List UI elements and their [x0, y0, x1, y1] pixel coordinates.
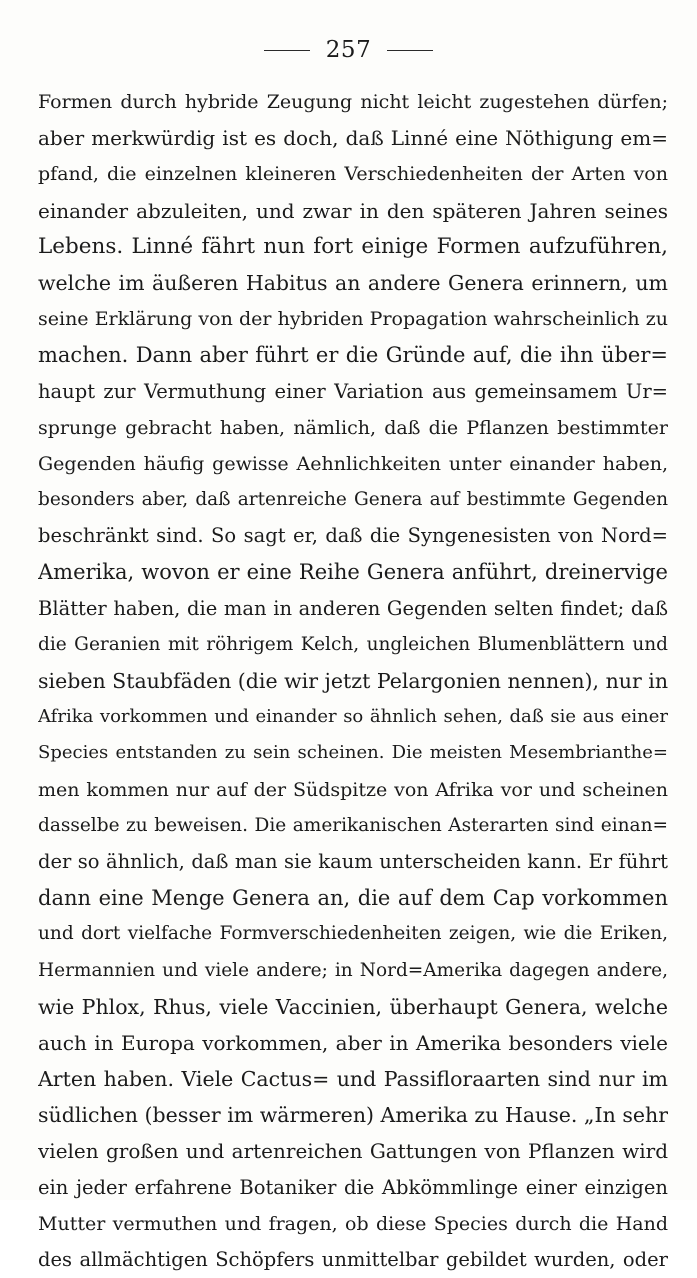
text-line: sieben Staubfäden (die wir jetzt Pelargonien nennen), nur in	[38, 669, 668, 693]
text-line: vielen großen und artenreichen Gattungen von Pflanzen wird	[38, 1139, 668, 1164]
text-line: besonders aber, daß artenreiche Genera auf bestimmte Gegenden	[38, 489, 668, 511]
text-line: des allmächtigen Schöpfers unmittelbar gebildet wurden, oder	[38, 1248, 668, 1271]
body-text	[38, 84, 668, 1278]
text-line: einander abzuleiten, und zwar in den späteren Jahren seines	[38, 198, 668, 223]
text-line: der so ähnlich, daß man sie kaum unterscheiden kann. Er führt	[38, 849, 668, 873]
text-line: beschränkt sind. So sagt er, daß die Syngenesisten von Nord=	[38, 524, 668, 548]
header-rule-left	[264, 50, 310, 51]
text-line: auch in Europa vorkommen, aber in Amerika besonders viele	[38, 1030, 668, 1055]
text-line: ein jeder erfahrene Botaniker die Abkömmlinge einer einzigen	[38, 1175, 668, 1199]
header-rule-right	[387, 50, 433, 51]
text-line: dann eine Menge Genera an, die auf dem Cap vorkommen	[38, 886, 668, 911]
text-line: welche im äußeren Habitus an andere Genera erinnern, um	[38, 270, 668, 295]
page-header	[0, 30, 697, 70]
text-line: sprunge gebracht haben, nämlich, daß die Pflanzen bestimmter	[38, 416, 668, 439]
text-line: Hermannien und viele andere; in Nord=Amerika dagegen andere,	[38, 959, 668, 981]
text-line: Species entstanden zu sein scheinen. Die meisten Mesembrianthe=	[38, 742, 668, 764]
text-line: Lebens. Linné fährt nun fort einige Formen aufzuführen,	[38, 233, 668, 259]
text-line: Amerika, wovon er eine Reihe Genera anführt, dreinervige	[38, 560, 668, 585]
text-line: südlichen (besser im wärmeren) Amerika zu Hause. „In sehr	[38, 1103, 668, 1128]
text-line: Formen durch hybride Zeugung nicht leicht zugestehen dürfen;	[38, 91, 668, 113]
text-line: die Geranien mit röhrigem Kelch, ungleichen Blumenblättern und	[38, 633, 668, 655]
text-line: machen. Dann aber führt er die Gründe auf, die ihn über=	[38, 343, 668, 368]
text-line: men kommen nur auf der Südspitze von Afrika vor und scheinen	[38, 778, 668, 801]
text-line: haupt zur Vermuthung einer Variation aus gemeinsamem Ur=	[38, 379, 668, 403]
text-line: aber merkwürdig ist es doch, daß Linné eine Nöthigung em=	[38, 126, 668, 151]
text-line: Arten haben. Viele Cactus= und Passifloraarten sind nur im	[38, 1067, 668, 1092]
page-number: 257	[325, 37, 372, 63]
text-line: und dort vielfache Formverschiedenheiten zeigen, wie die Eriken,	[38, 923, 668, 945]
text-line: Mutter vermuthen und fragen, ob diese Species durch die Hand	[38, 1212, 668, 1235]
text-line: Gegenden häufig gewisse Aehnlichkeiten unter einander haben,	[38, 452, 668, 475]
text-line: Blätter haben, die man in anderen Gegenden selten findet; daß	[38, 596, 668, 620]
text-line: pfand, die einzelnen kleineren Verschiedenheiten der Arten von	[38, 163, 668, 186]
text-line: dasselbe zu beweisen. Die amerikanischen Asterarten sind einan=	[38, 814, 668, 836]
text-line: Afrika vorkommen und einander so ähnlich sehen, daß sie aus einer	[38, 706, 668, 728]
text-line: wie Phlox, Rhus, viele Vaccinien, überhaupt Genera, welche	[38, 994, 668, 1019]
text-line: seine Erklärung von der hybriden Propagation wahrscheinlich zu	[38, 308, 668, 331]
